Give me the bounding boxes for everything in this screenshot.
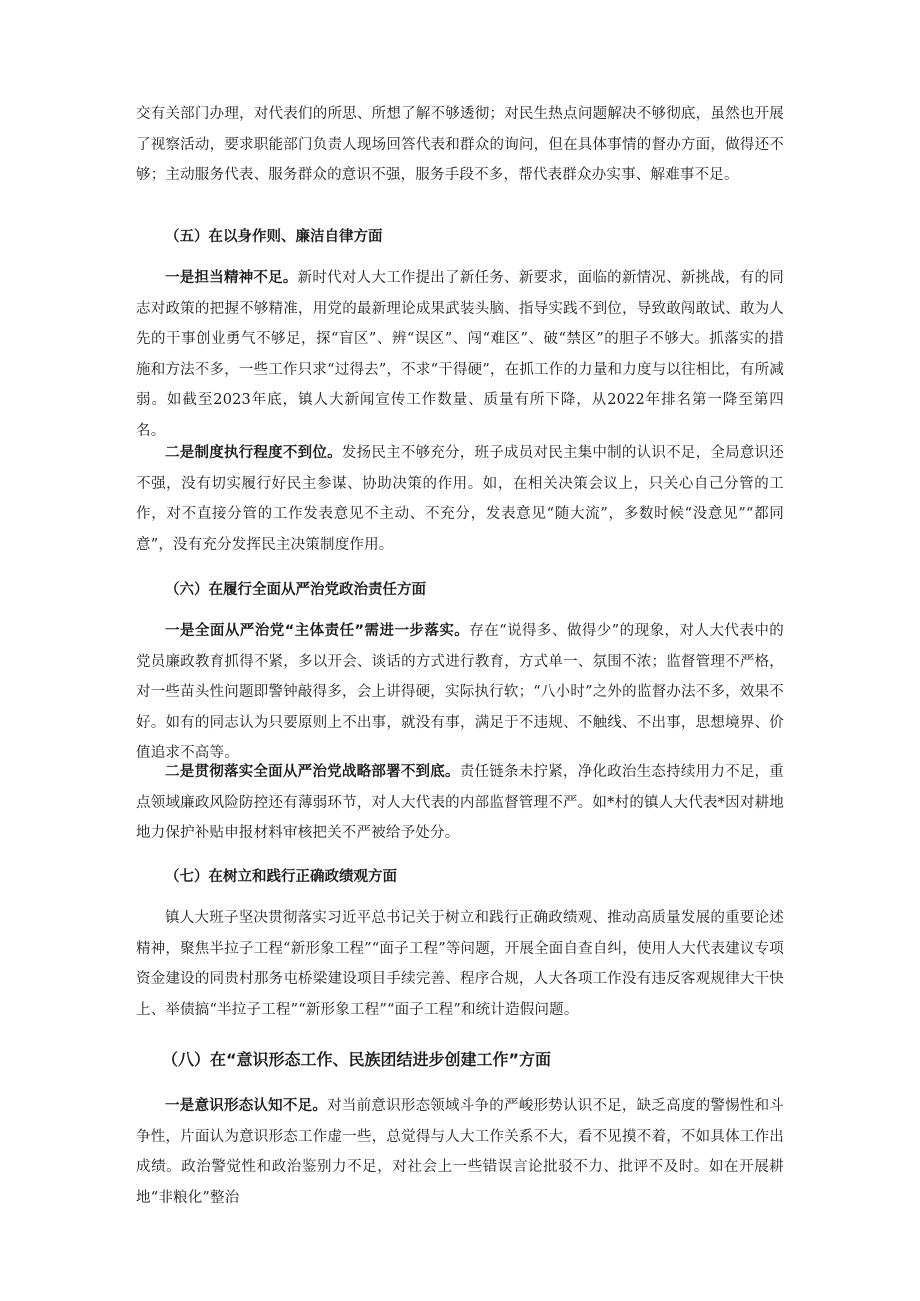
paragraph-main-responsibility (136, 616, 784, 769)
paragraph-lead: 一是担当精神不足。 (165, 270, 298, 286)
paragraph-continuation (136, 99, 784, 191)
paragraph-responsibility (136, 263, 784, 446)
paragraph-lead: 二是制度执行程度不到位。 (165, 445, 342, 461)
section-heading-8: （八）在“意识形态工作、民族团结进步创建工作”方面 (162, 1050, 552, 1069)
paragraph-lead: 二是贯彻落实全面从严治党战略部署不到底。 (165, 764, 460, 780)
paragraph-text: 新时代对人大工作提出了新任务、新要求，面临的新情况、新挑战，有的同志对政策的把握不够精准，用党的最新理论成果武装头脑、指导实践不到位，导致敢闯敢试、敢为人先的干事创业勇气不够足，探“盲区”、辨“误区”、闯“难区”、破“禁区”的胆子不够大。抓落实的措施和方法不多，一些工作只求“过得去”，不求“干得硬”，在抓工作的力量和力度与以往相比，有所减弱。如截至2023年底，镇人大新闻宣传工作数量、质量有所下降，从2022年排名第一降至第四名。 (136, 270, 784, 439)
paragraph-text: 存在“说得多、做得少”的现象，对人大代表中的党员廉政教育抓得不紧，多以开会、谈话的方式进行教育，方式单一、氛围不浓；监督管理不严格，对一些苗头性问题即警钟敲得多，会上讲得硬，实际执行软；“八小时”之外的监督办法不多，效果不好。如有的同志认为只要原则上不出事，就没有事，满足于不违规、不触线、不出事，思想境界、价值追求不高等。 (136, 623, 784, 761)
paragraph-text: 发扬民主不够充分，班子成员对民主集中制的认识不足，全局意识还不强，没有切实履行好民主参谋、协助决策的作用。如，在相关决策会议上，只关心自己分管的工作，对不直接分管的工作发表意见不主动、不充分，发表意见“随大流”，多数时候“没意见”“都同意”，没有充分发挥民主决策制度作用。 (136, 445, 784, 553)
paragraph-lead: 一是意识形态认知不足。 (165, 1098, 328, 1114)
paragraph-system-execution (136, 438, 784, 560)
section-heading-6: （六）在履行全面从严治党政治责任方面 (165, 582, 426, 598)
section-heading-7: （七）在树立和践行正确政绩观方面 (165, 869, 397, 885)
paragraph-text: 镇人大班子坚决贯彻落实习近平总书记关于树立和践行正确政绩观、推动高质量发展的重要论述精神，聚焦半拉子工程“新形象工程”“面子工程”等问题，开展全面自查自纠，使用人大代表建议专项资金建设的同贵村那务屯桥梁建设项目手续完善、程序合规，人大各项工作没有违反客观规律大干快上、举债搞“半拉子工程”“新形象工程”“面子工程”和统计造假问题。 (136, 910, 784, 1018)
paragraph-text: 交有关部门办理，对代表们的所思、所想了解不够透彻；对民生热点问题解决不够彻底，虽然也开展了视察活动，要求职能部门负责人现场回答代表和群众的询问，但在具体事情的督办方面，做得还不够；主动服务代表、服务群众的意识不强，服务手段不多，帮代表群众办实事、解难事不足。 (136, 106, 784, 183)
section-heading-5: （五）在以身作则、廉洁自律方面 (165, 229, 383, 245)
paragraph-ideology (136, 1091, 784, 1213)
paragraph-text: 对当前意识形态领域斗争的严峻形势认识不足，缺乏高度的警惕性和斗争性，片面认为意识形态工作虚一些，总觉得与人大工作关系不大，看不见摸不着，不如具体工作出成绩。政治警觉性和政治鉴别力不足，对社会上一些错误言论批驳不力、批评不及时。如在开展耕地“非粮化”整治 (136, 1098, 785, 1206)
paragraph-lead: 一是全面从严治党“主体责任”需进一步落实。 (165, 623, 470, 639)
paragraph-performance-view (136, 903, 784, 1025)
paragraph-strategic-deployment (136, 757, 784, 849)
paragraph-text: 责任链条未拧紧，净化政治生态持续用力不足，重点领域廉政风险防控还有薄弱环节，对人大代表的内部监督管理不严。如*村的镇人大代表*因对耕地地力保护补贴申报材料审核把关不严被给予处分。 (136, 764, 784, 841)
